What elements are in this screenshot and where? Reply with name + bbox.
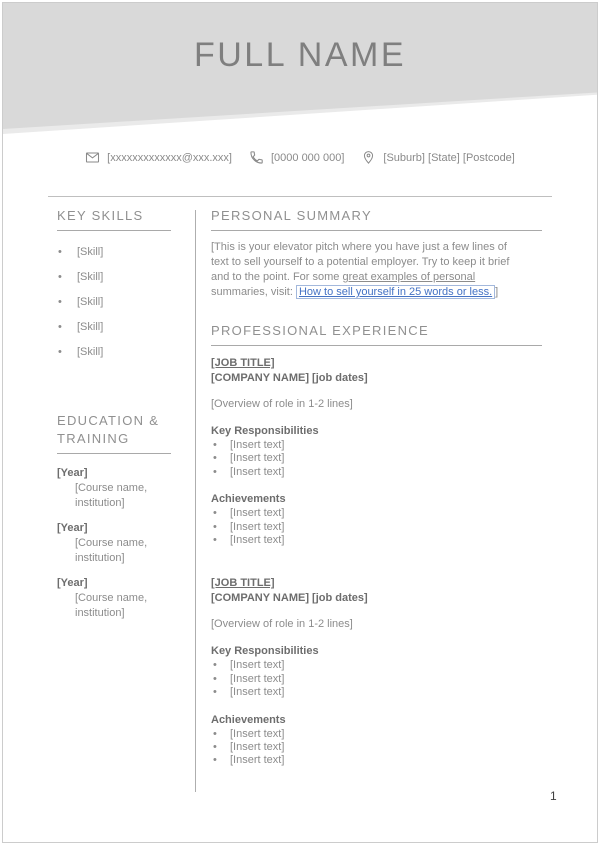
responsibilities-list [211, 659, 542, 699]
education-institution: institution] [75, 552, 125, 564]
responsibilities-list [211, 439, 542, 479]
education-course: [Course name, [75, 482, 148, 494]
right-column [211, 207, 542, 768]
professional-experience-heading: PROFESSIONAL EXPERIENCE [211, 322, 542, 346]
list-item: • [Insert text] [211, 741, 542, 754]
education-heading-line2: TRAINING [57, 431, 130, 446]
skill-item: • [Skill] [57, 270, 171, 295]
list-item: • [Insert text] [211, 728, 542, 741]
full-name-title: FULL NAME [193, 36, 407, 74]
list-item: • [Insert text] [211, 439, 542, 452]
summary-text-plain: summaries, visit: [211, 286, 296, 298]
job-overview: [Overview of role in 1-2 lines] [211, 398, 353, 410]
contact-email-text: [xxxxxxxxxxxxx@xxx.xxx] [107, 151, 232, 164]
summary-text-underlined: great examples of personal [342, 271, 476, 283]
list-item: • [Insert text] [211, 659, 542, 672]
contact-location [361, 150, 514, 165]
job-title: [JOB TITLE] [211, 357, 275, 369]
list-item: • [Insert text] [211, 686, 542, 699]
email-icon [85, 150, 100, 165]
list-item: • [Insert text] [211, 754, 542, 767]
list-item: • [Insert text] [211, 507, 542, 520]
education-section [57, 412, 171, 621]
location-icon [361, 150, 376, 165]
summary-line [211, 270, 542, 285]
list-item: • [Insert text] [211, 534, 542, 547]
summary-close-bracket: ] [495, 286, 499, 298]
personal-summary-heading: PERSONAL SUMMARY [211, 207, 542, 231]
education-entry [57, 521, 171, 566]
contact-divider [48, 196, 552, 197]
summary-text-plain: and to the point. For some [211, 271, 343, 283]
key-skills-list [57, 245, 171, 370]
sell-yourself-link[interactable]: How to sell yourself in 25 words or less. [296, 285, 495, 299]
achievements-label: Achievements [211, 713, 286, 726]
education-year: [Year] [57, 522, 88, 534]
job-company: [COMPANY NAME] [job dates] [211, 592, 368, 605]
achievements-list [211, 728, 542, 768]
summary-line: text to sell yourself to a potential employer. Try to keep it brief [211, 256, 510, 268]
key-skills-heading: KEY SKILLS [57, 207, 171, 231]
job-title: [JOB TITLE] [211, 577, 275, 590]
job-block [211, 353, 542, 547]
achievements-list [211, 507, 542, 547]
achievements-label: Achievements [211, 493, 286, 506]
phone-icon [249, 150, 264, 165]
skill-item: • [Skill] [57, 345, 171, 370]
responsibilities-label: Key Responsibilities [211, 425, 319, 437]
education-institution: institution] [75, 497, 125, 509]
skill-item: • [Skill] [57, 245, 171, 270]
education-heading [57, 412, 171, 454]
education-year: [Year] [57, 577, 88, 589]
education-heading-line1: EDUCATION & [57, 413, 160, 428]
education-course: [Course name, [75, 537, 148, 549]
list-item: • [Insert text] [211, 521, 542, 534]
contact-email [85, 150, 232, 165]
summary-line: [This is your elevator pitch where you have just a few lines of [211, 241, 507, 253]
contact-phone-text: [0000 000 000] [270, 151, 345, 164]
job-overview: [Overview of role in 1-2 lines] [211, 618, 353, 631]
page-number: 1 [550, 789, 557, 803]
education-course: [Course name, [75, 592, 148, 604]
list-item: • [Insert text] [211, 452, 542, 465]
education-entry [57, 576, 171, 621]
education-entry [57, 466, 171, 511]
contact-row [0, 150, 600, 165]
responsibilities-label: Key Responsibilities [211, 645, 319, 658]
contact-phone [249, 150, 344, 165]
job-company: [COMPANY NAME] [job dates] [211, 372, 368, 384]
list-item: • [Insert text] [211, 466, 542, 479]
contact-location-text: [Suburb] [State] [Postcode] [383, 151, 515, 164]
job-block [211, 573, 542, 767]
skill-item: • [Skill] [57, 320, 171, 345]
left-column [57, 207, 171, 621]
education-year: [Year] [57, 467, 88, 479]
skill-item: • [Skill] [57, 295, 171, 320]
list-item: • [Insert text] [211, 673, 542, 686]
personal-summary-text [211, 240, 542, 300]
professional-experience-section [211, 322, 542, 768]
column-divider [195, 210, 196, 792]
education-institution: institution] [75, 607, 125, 619]
summary-line [211, 285, 542, 300]
